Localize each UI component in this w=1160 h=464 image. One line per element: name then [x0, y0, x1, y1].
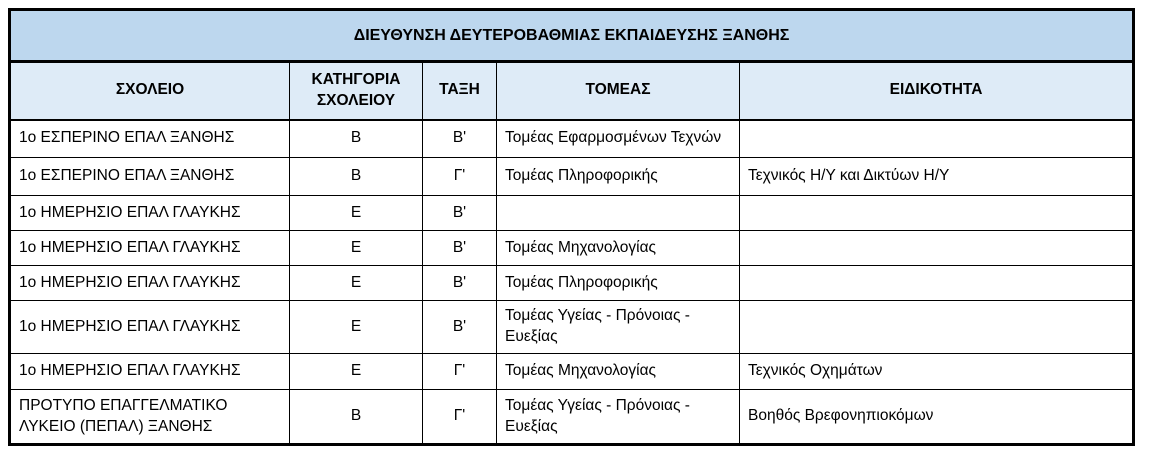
table-row [10, 354, 1134, 390]
column-header-specialty: ΕΙΔΙΚΟΤΗΤΑ [740, 62, 1134, 120]
cell-school: 1ο ΗΜΕΡΗΣΙΟ ΕΠΑΛ ΓΛΑΥΚΗΣ [10, 301, 290, 354]
cell-category: Β [290, 158, 423, 196]
cell-sector: Τομέας Υγείας - Πρόνοιας - Ευεξίας [497, 390, 740, 445]
cell-sector: Τομέας Μηχανολογίας [497, 354, 740, 390]
cell-sector [497, 196, 740, 231]
cell-category: Ε [290, 354, 423, 390]
cell-class: Γ' [423, 158, 497, 196]
column-header-school: ΣΧΟΛΕΙΟ [10, 62, 290, 120]
cell-sector: Τομέας Μηχανολογίας [497, 231, 740, 266]
cell-category: Ε [290, 196, 423, 231]
cell-specialty [740, 266, 1134, 301]
cell-class: Γ' [423, 390, 497, 445]
column-header-sector: ΤΟΜΕΑΣ [497, 62, 740, 120]
cell-class: Β' [423, 120, 497, 158]
table-title: ΔΙΕΥΘΥΝΣΗ ΔΕΥΤΕΡΟΒΑΘΜΙΑΣ ΕΚΠΑΙΔΕΥΣΗΣ ΞΑΝΘΗΣ [10, 10, 1134, 62]
cell-category: Β [290, 390, 423, 445]
cell-class: Γ' [423, 354, 497, 390]
column-header-class: ΤΑΞΗ [423, 62, 497, 120]
cell-category: Ε [290, 301, 423, 354]
table-row [10, 120, 1134, 158]
cell-sector: Τομέας Εφαρμοσμένων Τεχνών [497, 120, 740, 158]
cell-specialty [740, 301, 1134, 354]
cell-sector: Τομέας Πληροφορικής [497, 266, 740, 301]
cell-specialty [740, 231, 1134, 266]
cell-class: Β' [423, 196, 497, 231]
cell-specialty: Τεχνικός Οχημάτων [740, 354, 1134, 390]
cell-specialty [740, 120, 1134, 158]
cell-school: 1ο ΗΜΕΡΗΣΙΟ ΕΠΑΛ ΓΛΑΥΚΗΣ [10, 354, 290, 390]
table-title-row [10, 10, 1134, 62]
table-row [10, 196, 1134, 231]
cell-specialty [740, 196, 1134, 231]
table-row [10, 390, 1134, 445]
table-row [10, 301, 1134, 354]
cell-sector: Τομέας Πληροφορικής [497, 158, 740, 196]
cell-class: Β' [423, 301, 497, 354]
cell-school: 1ο ΕΣΠΕΡΙΝΟ ΕΠΑΛ ΞΑΝΘΗΣ [10, 120, 290, 158]
cell-specialty: Βοηθός Βρεφονηπιοκόμων [740, 390, 1134, 445]
table-row [10, 158, 1134, 196]
cell-category: Β [290, 120, 423, 158]
table-header-row [10, 62, 1134, 120]
cell-school: ΠΡΟΤΥΠΟ ΕΠΑΓΓΕΛΜΑΤΙΚΟ ΛΥΚΕΙΟ (ΠΕΠΑΛ) ΞΑΝΘΗΣ [10, 390, 290, 445]
cell-category: Ε [290, 266, 423, 301]
cell-sector: Τομέας Υγείας - Πρόνοιας - Ευεξίας [497, 301, 740, 354]
column-header-school-category: ΚΑΤΗΓΟΡΙΑ ΣΧΟΛΕΙΟΥ [290, 62, 423, 120]
cell-specialty: Τεχνικός Η/Υ και Δικτύων Η/Υ [740, 158, 1134, 196]
cell-school: 1ο ΗΜΕΡΗΣΙΟ ΕΠΑΛ ΓΛΑΥΚΗΣ [10, 231, 290, 266]
cell-class: Β' [423, 231, 497, 266]
cell-school: 1ο ΕΣΠΕΡΙΝΟ ΕΠΑΛ ΞΑΝΘΗΣ [10, 158, 290, 196]
table-row [10, 231, 1134, 266]
table-row [10, 266, 1134, 301]
cell-category: Ε [290, 231, 423, 266]
cell-class: Β' [423, 266, 497, 301]
cell-school: 1ο ΗΜΕΡΗΣΙΟ ΕΠΑΛ ΓΛΑΥΚΗΣ [10, 266, 290, 301]
education-directorate-table [8, 8, 1135, 446]
cell-school: 1ο ΗΜΕΡΗΣΙΟ ΕΠΑΛ ΓΛΑΥΚΗΣ [10, 196, 290, 231]
